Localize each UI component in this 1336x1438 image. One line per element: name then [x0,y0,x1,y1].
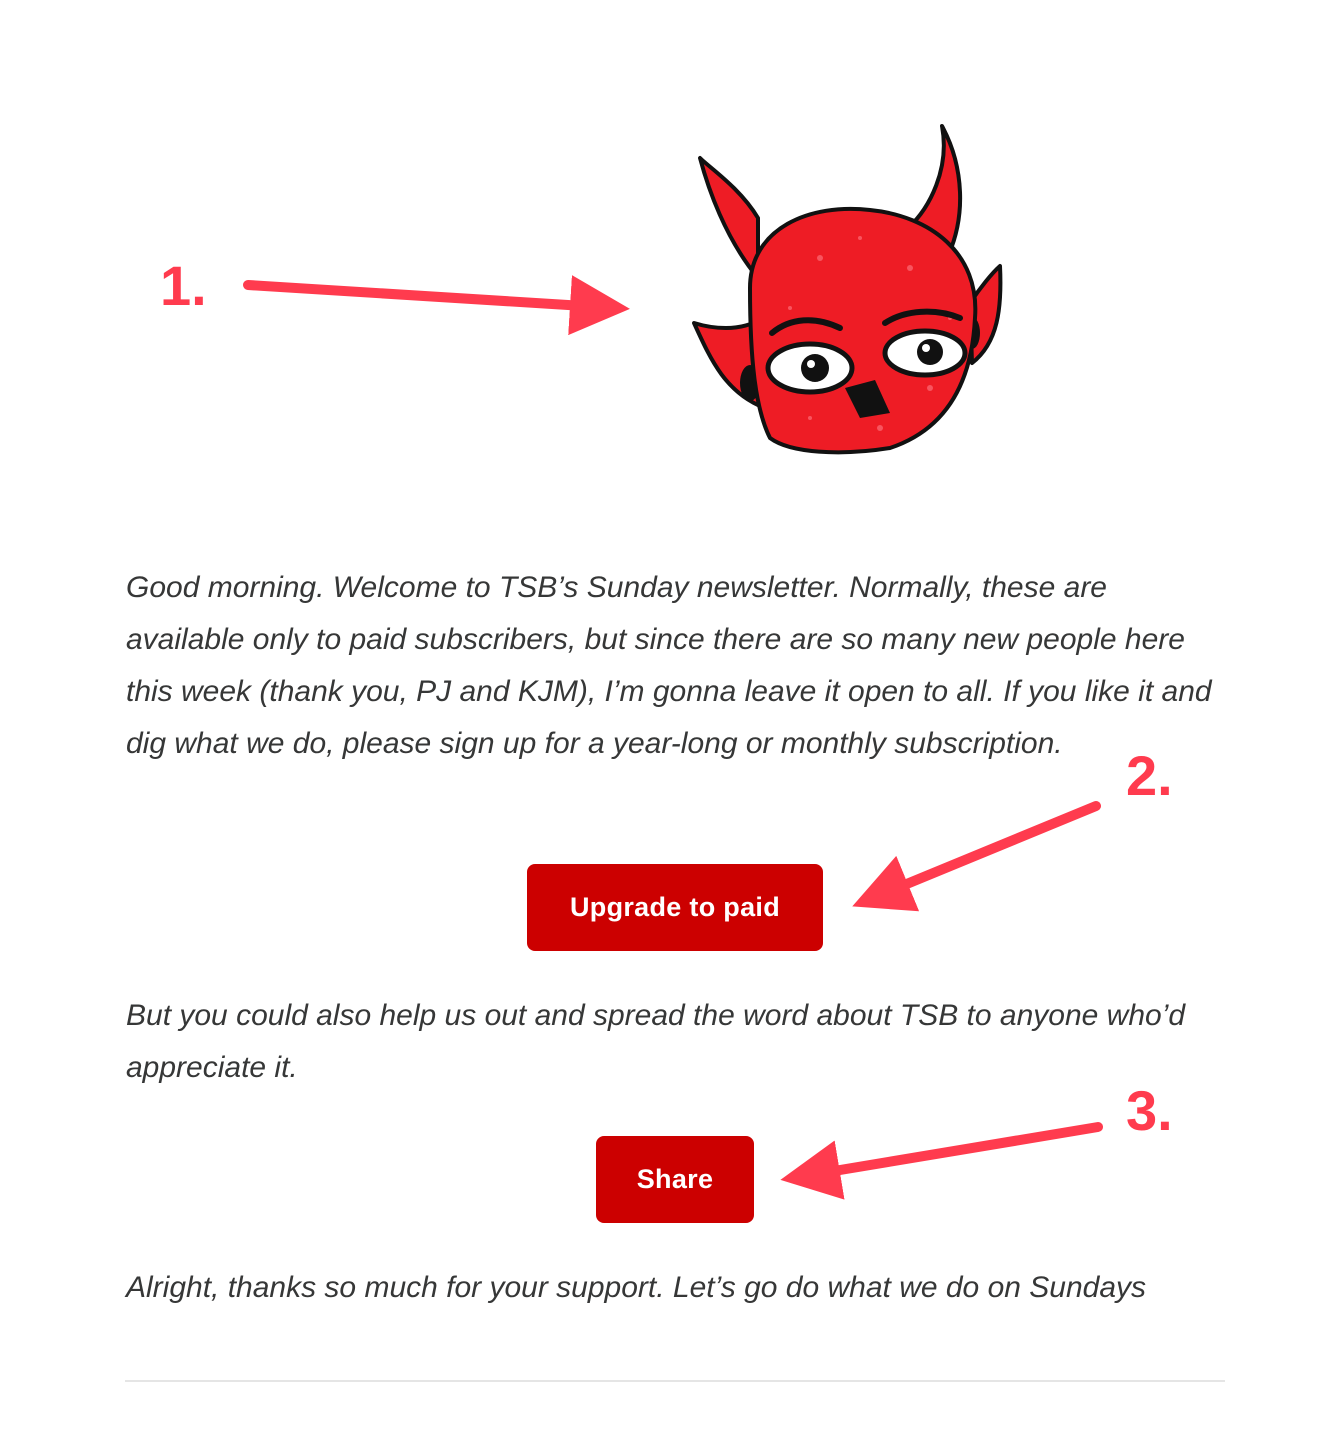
annotation-number-2: 2. [1126,744,1173,807]
intro-paragraph: Good morning. Welcome to TSB’s Sunday newsletter. Normally, these are available only to paid subscribers, but since there are so many new people here this week (thank you, PJ and KJM), I’m gonna leave it open to all. If you like it and dig what we do, please sign up for a year-long or monthly subscription. [126,571,1212,760]
share-paragraph: But you could also help us out and spread the word about TSB to anyone who’d appreciate it. [126,999,1186,1084]
upgrade-to-paid-button[interactable]: Upgrade to paid [527,864,823,951]
arrow-1 [248,285,600,307]
arrow-2 [880,806,1096,895]
annotation-number-3: 3. [1126,1079,1173,1142]
divider [125,1380,1225,1382]
red-devil-mascot-icon [680,118,1020,458]
annotation-number-1: 1. [160,254,207,317]
closing-paragraph: Alright, thanks so much for your support. Let’s go do what we do on Sundays [126,1271,1147,1304]
share-button[interactable]: Share [596,1136,754,1223]
arrow-3 [810,1127,1098,1175]
